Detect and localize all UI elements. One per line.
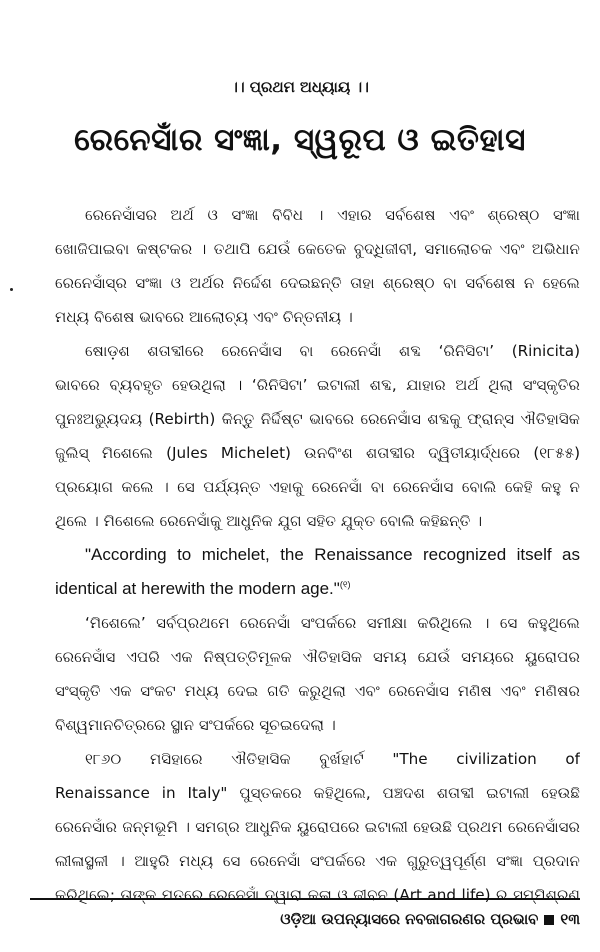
text-line: ପ୍ରୟୋଗ କଲେ । ସେ ପର୍ଯ୍ୟନ୍ତ ଏହାକୁ ରେନେସାଁ ବା ରେନେସାଁସ ବୋଲି କେହି କହୁ ନ: [55, 478, 580, 496]
text-line: ଜୁଲିସ୍ ମିଶେଲେ (Jules Michelet) ଉନବିଂଶ ଶତାବ୍ଦୀର ଦ୍ୱିତୀୟାର୍ଦ୍ଧରେ (୧୮୫୫): [55, 444, 580, 462]
text-line: ପୁନଃଅଭ୍ୟୁଦୟ (Rebirth) କିନ୍ତୁ ନିର୍ଦ୍ଦିଷ୍ଟ ଭାବରେ ରେନେସାଁସ ଶବ୍ଦକୁ ଫ୍ରାନ୍ସ ଐତିହାସିକ: [55, 410, 580, 428]
footer-rule: [30, 898, 580, 900]
text-line: ରେନେସାଁସ୍‌ର ସଂଜ୍ଞା ଓ ଅର୍ଥର ନିର୍ଦ୍ଦେଶ ଦେଇଛନ୍ତି ତାହା ଶ୍ରେଷ୍ଠ ବା ସର୍ବଶେଷ ନ ହେଲେ: [55, 274, 580, 292]
text-line: ବିଶ୍ୱମାନଚିତ୍ରରେ ସ୍ଥାନ ସଂପର୍କରେ ସୂଚଇଦେଲା ।: [55, 716, 336, 734]
text-line: ରେନେସାଁସର ଅର୍ଥ ଓ ସଂଜ୍ଞା ବିବିଧ । ଏହାର ସର୍ବଶେଷ ଏବଂ ଶ୍ରେଷ୍ଠ ସଂଜ୍ଞା: [85, 206, 580, 224]
square-separator-icon: [544, 915, 554, 925]
page-number: ୧୩: [560, 910, 580, 928]
chapter-title: ରେନେସାଁର ସଂଜ୍ଞା, ସ୍ୱରୂପ ଓ ଇତିହାସ: [74, 122, 526, 158]
body-text: [55, 198, 580, 912]
footnote-marker: (୧): [339, 579, 351, 590]
text-line: ରେନେସାଁର ଜନ୍ମଭୂମି । ସମଗ୍ର ଆଧୁନିକ ୟୁରୋପରେ ଇଟାଲୀ ହେଉଛି ପ୍ରଥମ ରେନେସାଁସର: [55, 818, 580, 836]
page-footer: [280, 910, 580, 928]
quote-text: identical at herewith the modern age.": [55, 579, 340, 598]
chapter-label: ।। ପ୍ରଥମ ଅଧ୍ୟାୟ ।।: [231, 78, 369, 96]
margin-mark: [10, 288, 13, 291]
text-line: ଥିଲେ । ମିଶେଲେ ରେନେସାଁକୁ ଆଧୁନିକ ଯୁଗ ସହିତ ଯୁକ୍ତ ବୋଲି କହିଛନ୍ତି ।: [55, 512, 483, 530]
text-line: Renaissance in Italy" ପୁସ୍ତକରେ କହିଥିଲେ, ପଞ୍ଚଦଶ ଶତାବ୍ଦୀ ଇଟାଲୀ ହେଉଛି: [55, 784, 580, 802]
text-line: ଲୀଳାସ୍ଥଳୀ । ଆହୁରି ମଧ୍ୟ ସେ ରେନେସାଁ ସଂପର୍କରେ ଏକ ଗୁରୁତ୍ୱପୂର୍ଣ୍ଣ ସଂଜ୍ଞା ପ୍ରଦାନ: [55, 852, 580, 870]
text-line: କରିଥିଲେ; ତାଙ୍କ ମତରେ ରେନେସାଁ ଦ୍ୱାରା କଳା ଓ ଜୀବନ (Art and life) ର ସମ୍ମିଶ୍ରଣ: [55, 886, 580, 904]
text-line: ସଂସ୍କୃତି ଏକ ସଂକଟ ମଧ୍ୟ ଦେଇ ଗତି କରୁଥିଲା ଏବଂ ରେନେସାଁସ ମଣିଷ ଏବଂ ମଣିଷର: [55, 682, 580, 700]
text-line: ରେନେସାଁସ ଏପରି ଏକ ନିଷ୍ପତ୍ତିମୂଳକ ଐତିହାସିକ ସମୟ ଯେଉଁ ସମୟରେ ୟୁରୋପର: [55, 648, 580, 666]
quote-line: "According to michelet, the Renaissance recognized itself as: [85, 545, 580, 564]
text-line: ଷୋଡ଼ଶ ଶତାବ୍ଦୀରେ ରେନେସାଁସ ବା ରେନେସାଁ ଶବ୍ଦ ‘ରିନିସିଟା’ (Rinicita): [85, 342, 580, 360]
text-line: ଖୋଜିପାଇବା କଷ୍ଟକର । ତଥାପି ଯେଉଁ କେତେକ ବୁଦ୍ଧିଜୀବୀ, ସମାଲୋଚକ ଏବଂ ଅଭିଧାନ: [55, 240, 580, 258]
quote-line: [55, 572, 580, 606]
text-line: ମଧ୍ୟ ବିଶେଷ ଭାବରେ ଆଲୋଚ୍ୟ ଏବଂ ଚିନ୍ତନୀୟ ।: [55, 308, 353, 326]
text-line: ୧୮୬୦ ମସିହାରେ ଐତିହାସିକ ବୁର୍ଖହାର୍ଟ "The civilization of: [85, 750, 580, 768]
text-line: ‘ମିଶେଲେ’ ସର୍ବପ୍ରଥମେ ରେନେସାଁ ସଂପର୍କରେ ସମୀକ୍ଷା କରିଥିଲେ । ସେ କହୁଥିଲେ: [85, 614, 580, 632]
running-title: ଓଡ଼ିଆ ଉପନ୍ୟାସରେ ନବଜାଗରଣର ପ୍ରଭାବ: [280, 910, 539, 928]
text-line: ଭାବରେ ବ୍ୟବହୃତ ହେଉଥିଲା । ‘ରିନିସିଟା’ ଇଟାଲୀ ଶବ୍ଦ, ଯାହାର ଅର୍ଥ ଥିଲା ସଂସ୍କୃତିର: [55, 376, 580, 394]
